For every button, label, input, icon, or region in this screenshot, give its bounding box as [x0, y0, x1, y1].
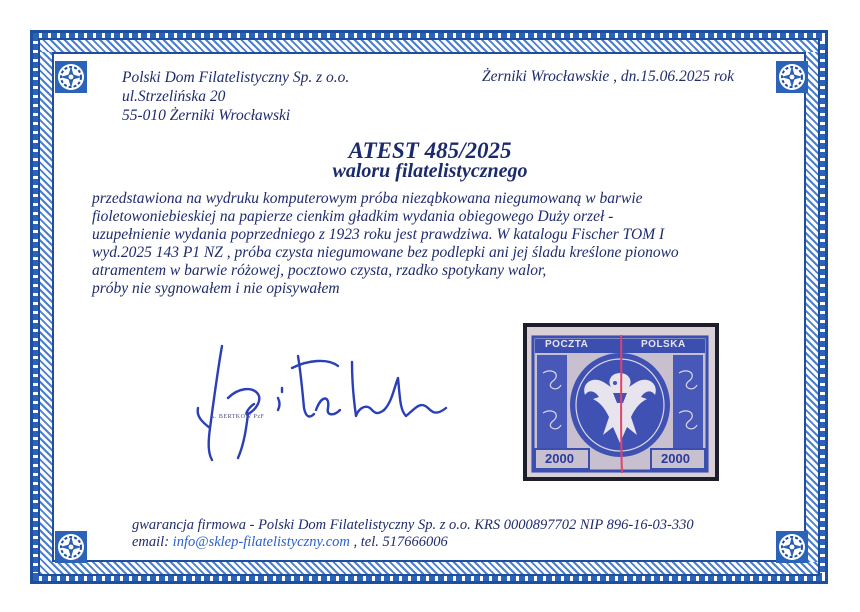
- body-line: atramentem w barwie różowej, pocztowo czysta, rzadko spotykany walor,: [92, 262, 547, 279]
- email-link[interactable]: info@sklep-filatelistyczny.com: [172, 534, 350, 550]
- guarantee-line: gwarancja firmowa - Polski Dom Filatelistyczny Sp. z o.o. KRS 0000897702 NIP 896-16-03-330: [132, 517, 694, 533]
- certificate-subtitle: waloru filatelistycznego: [332, 160, 528, 182]
- body-line: uzupełnienie wydania poprzedniego z 1923 roku jest prawdziwa. W katalogu Fischer TOM I: [92, 226, 665, 243]
- certificate-panel: [52, 52, 806, 562]
- stamp-top-right-text: POLSKA: [641, 339, 686, 350]
- certificate-title: ATEST 485/2025: [348, 138, 512, 163]
- sender-street: ul.Strzelińska 20: [122, 88, 226, 105]
- handwritten-signature: [188, 338, 458, 468]
- stamp-value-right: 2000: [661, 451, 690, 466]
- stamp-top-left-text: POCZTA: [545, 339, 589, 350]
- corner-ornament-icon: [54, 530, 88, 564]
- tiny-signature-stamp: A. BERTKOW PzF: [210, 414, 265, 420]
- email-label: email:: [132, 534, 173, 550]
- body-line: fioletowoniebieskiej na papierze cienkim gładkim wydania obiegowego Duży orzeł -: [92, 208, 614, 225]
- corner-ornament-icon: [54, 60, 88, 94]
- sender-postal-city: 55-010 Żerniki Wrocławski: [122, 107, 291, 124]
- corner-ornament-icon: [775, 60, 809, 94]
- sender-address: [122, 68, 349, 125]
- stamp-photo-frame: [523, 323, 719, 481]
- place-and-date: Żerniki Wrocławskie , dn.15.06.2025 rok: [482, 68, 734, 85]
- certificate-body: [92, 190, 752, 298]
- contact-line: [132, 534, 448, 551]
- body-line: przedstawiona na wydruku komputerowym próba nieząbkowana niegumowaną w barwie: [92, 190, 643, 207]
- body-line: próby nie sygnowałem i nie opisywałem: [92, 280, 340, 297]
- phone-text: , tel. 517666006: [349, 534, 448, 550]
- corner-ornament-icon: [775, 530, 809, 564]
- stamp-value-left: 2000: [545, 451, 574, 466]
- sender-company: Polski Dom Filatelistyczny Sp. z o.o.: [122, 69, 350, 86]
- body-line: wyd.2025 143 P1 NZ , próba czysta niegumowane bez podlepki ani jej śladu kreślone pionowo: [92, 244, 679, 261]
